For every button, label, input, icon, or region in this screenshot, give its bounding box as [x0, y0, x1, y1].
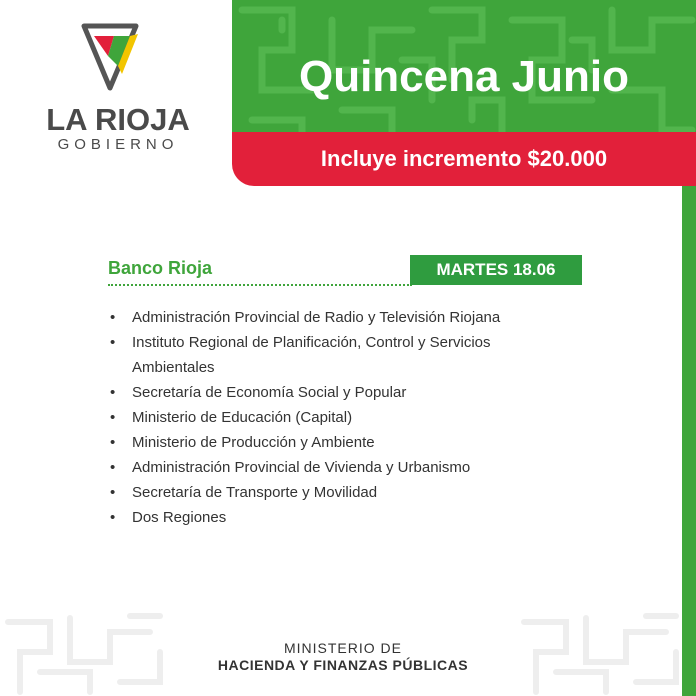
bullet-icon: •: [110, 309, 116, 326]
list-item: [110, 455, 550, 480]
maze-pattern-icon: [0, 612, 170, 696]
bullet-icon: •: [110, 434, 116, 451]
list-item: [110, 305, 550, 330]
la-rioja-shield-icon: [80, 22, 144, 94]
bank-name: Banco Rioja: [108, 258, 213, 278]
bullet-icon: •: [110, 484, 116, 501]
organism-list: [110, 305, 550, 530]
list-item: [110, 330, 550, 355]
ministry-footer: [170, 640, 516, 673]
list-item: [110, 380, 550, 405]
payment-date-badge: MARTES 18.06: [410, 255, 582, 285]
increment-banner: [232, 132, 696, 186]
maze-pattern-icon: [516, 612, 682, 696]
list-item: [110, 405, 550, 430]
ministry-line-1: MINISTERIO DE: [283, 640, 402, 656]
header-banner: [232, 0, 696, 150]
list-item-label: Secretaría de Economía Social y Popular: [132, 384, 407, 401]
ministry-line-2: HACIENDA Y FINANZAS PÚBLICAS: [217, 657, 469, 673]
list-item: [110, 480, 550, 505]
list-item: [110, 430, 550, 455]
page-title: Quincena Junio: [298, 52, 630, 101]
list-item-label: Ministerio de Educación (Capital): [132, 409, 353, 426]
bullet-icon: •: [110, 334, 116, 351]
dotted-divider: [108, 284, 412, 286]
list-item-label: Ambientales: [132, 359, 215, 376]
bullet-icon: •: [110, 409, 116, 426]
list-item-label: Instituto Regional de Planificación, Control y Servicios: [132, 334, 491, 351]
bullet-icon: •: [110, 384, 116, 401]
list-item-label: Ministerio de Producción y Ambiente: [132, 434, 375, 451]
bullet-icon: •: [110, 459, 116, 476]
footer-pattern-right: [516, 612, 682, 696]
footer-pattern-left: [0, 612, 170, 696]
logo-title: LA RIOJA: [46, 102, 190, 137]
list-item-continuation: [110, 355, 550, 380]
list-item-label: Administración Provincial de Vivienda y Urbanismo: [132, 459, 471, 476]
list-item-label: Dos Regiones: [132, 509, 227, 526]
government-logo: [38, 22, 198, 152]
bullet-icon: •: [110, 509, 116, 526]
list-item: [110, 505, 550, 530]
increment-text: Incluye incremento $20.000: [320, 146, 608, 171]
list-item-label: Administración Provincial de Radio y Televisión Riojana: [132, 309, 501, 326]
list-item-label: Secretaría de Transporte y Movilidad: [132, 484, 378, 501]
logo-subtitle: GOBIERNO: [57, 136, 179, 153]
right-accent-stripe: [682, 186, 696, 696]
